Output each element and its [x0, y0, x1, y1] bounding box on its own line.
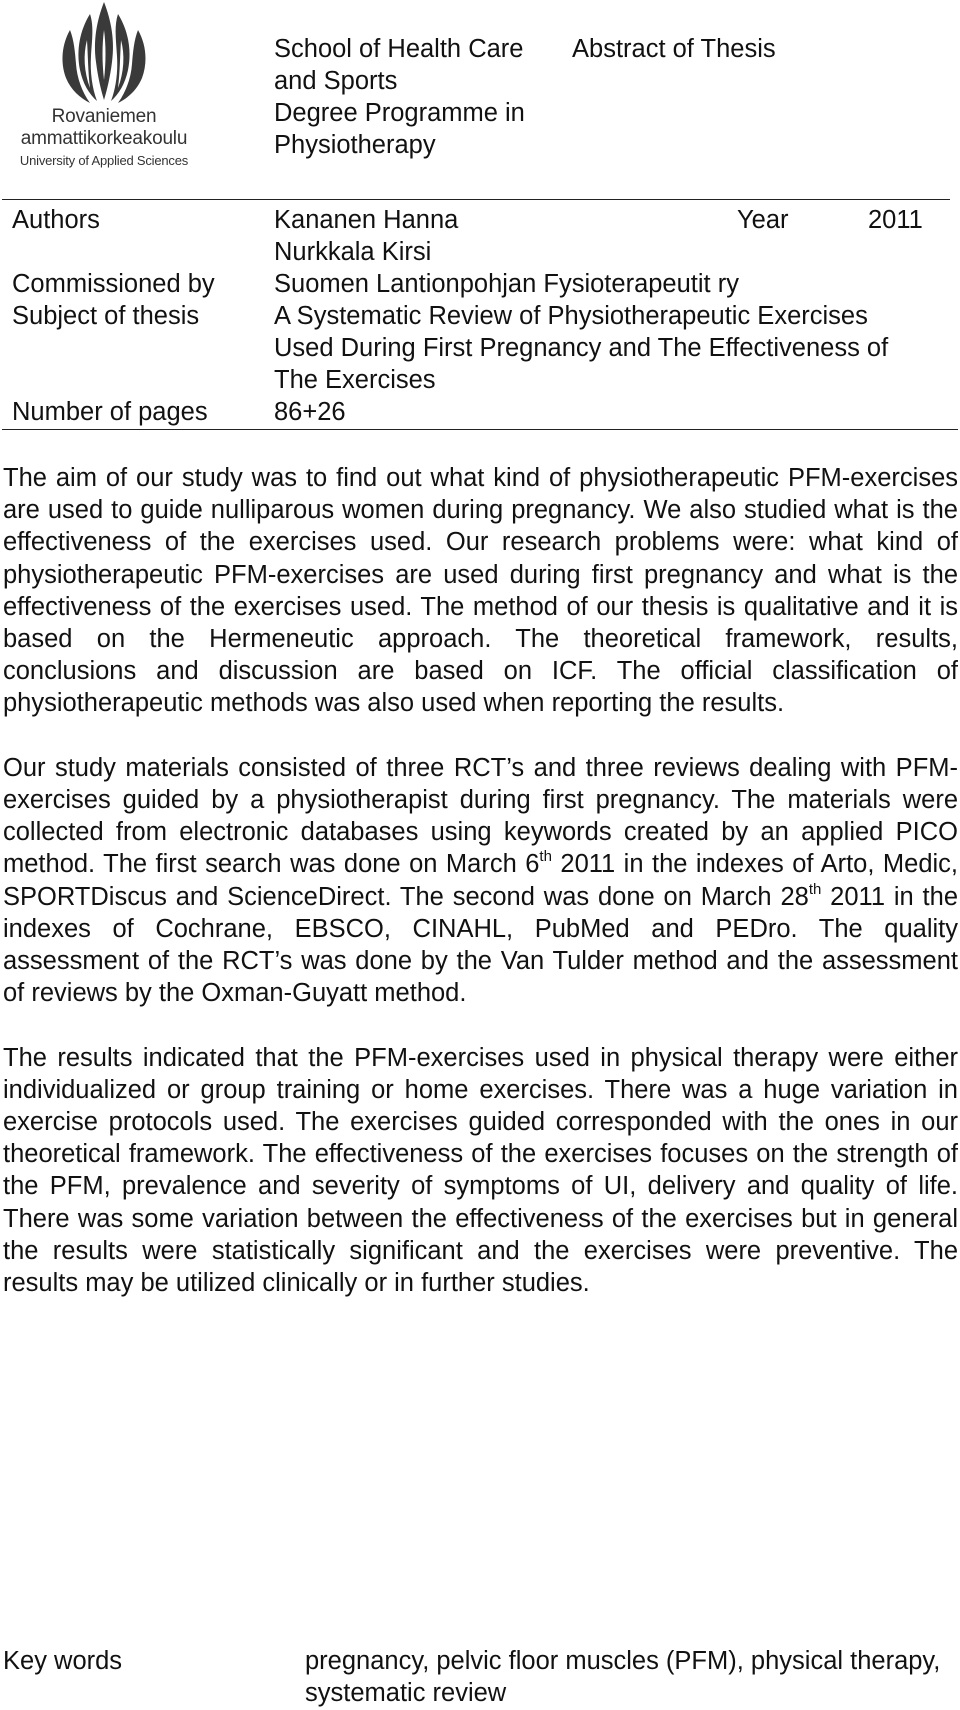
logo-text-university: University of Applied Sciences	[19, 153, 189, 168]
keywords-label: Key words	[3, 1647, 123, 1675]
subject-line-3: The Exercises	[274, 366, 436, 394]
abstract-paragraph-2-part-c: 2011 in the indexes of Cochrane, EBSCO, CINAHL, PubMed and PEDro. The quality assessment of the RCT’s was done by the Van Tulder method and the assessment of reviews by the Oxman-Guyatt method.	[3, 882, 958, 1008]
logo-text-rovaniemen: Rovaniemen	[51, 106, 157, 127]
ordinal-suffix: th	[539, 848, 552, 866]
school-line-1: School of Health Care	[274, 35, 524, 63]
school-line-4: Physiotherapy	[274, 131, 436, 159]
abstract-paragraph-2-part-a: Our study materials consisted of three RCT’s and three reviews dealing with PFM-exercises guided by a physiotherapist during first pregnancy. The materials were collected from electronic databases using keywords created by an applied PICO method. The first search was done on March 6	[3, 753, 958, 879]
abstract-paragraph-2-part-b: 2011 in the indexes of Arto, Medic, SPORTDiscus and ScienceDirect. The second was done on March 28	[3, 850, 958, 911]
commissioned-label: Commissioned by	[12, 270, 215, 298]
header-divider	[2, 199, 950, 200]
year-label: Year	[737, 206, 789, 234]
abstract-body	[3, 462, 958, 1331]
pages-value: 86+26	[274, 398, 346, 426]
ordinal-suffix: th	[808, 880, 822, 898]
author-2: Nurkkala Kirsi	[274, 238, 432, 266]
logo-text-ammattikorkeakoulu: ammattikorkeakoulu	[20, 128, 188, 149]
year-value: 2011	[868, 206, 923, 234]
university-logo	[4, 0, 204, 175]
school-line-3: Degree Programme in	[274, 99, 525, 127]
author-1: Kananen Hanna	[274, 206, 459, 234]
subject-line-2: Used During First Pregnancy and The Effectiveness of	[274, 334, 889, 362]
info-divider	[2, 429, 958, 430]
commissioned-value: Suomen Lantionpohjan Fysioterapeutit ry	[274, 270, 739, 298]
school-programme	[274, 33, 564, 161]
pages-label: Number of pages	[12, 398, 208, 426]
rovaniemi-flame-emblem-icon	[4, 0, 204, 105]
abstract-paragraph-3: The results indicated that the PFM-exercises used in physical therapy were either individualized or group training or home exercises. There was a huge variation in exercise protocols used. The exercises guided corresponded with the ones in our theoretical framework. The effectiveness of the exercises focuses on the strength of the PFM, prevalence and severity of symptoms of UI, delivery and quality of life. There was some variation between the effectiveness of the exercises but in general the results were statistically significant and the exercises were preventive. The results may be utilized clinically or in further studies.	[3, 1043, 958, 1298]
school-line-2: and Sports	[274, 67, 398, 95]
keywords-value: pregnancy, pelvic floor muscles (PFM), physical therapy, systematic review	[305, 1647, 941, 1707]
abstract-paragraph-1: The aim of our study was to find out what kind of physiotherapeutic PFM-exercises are used to guide nulliparous women during pregnancy. We also studied what is the effectiveness of the exercises used. Our research problems were: what kind of physiotherapeutic PFM-exercises are used during first pregnancy and what is the effectiveness of the exercises used. The method of our thesis is qualitative and it is based on the Hermeneutic approach. The theoretical framework, results, conclusions and discussion are based on ICF. The official classification of physiotherapeutic methods was also used when reporting the results.	[3, 464, 958, 718]
subject-label: Subject of thesis	[12, 302, 200, 330]
subject-line-1: A Systematic Review of Physiotherapeutic Exercises	[274, 302, 868, 330]
abstract-paragraph-2	[3, 752, 958, 1010]
document-type: Abstract of Thesis	[572, 35, 776, 63]
authors-label: Authors	[12, 206, 100, 234]
